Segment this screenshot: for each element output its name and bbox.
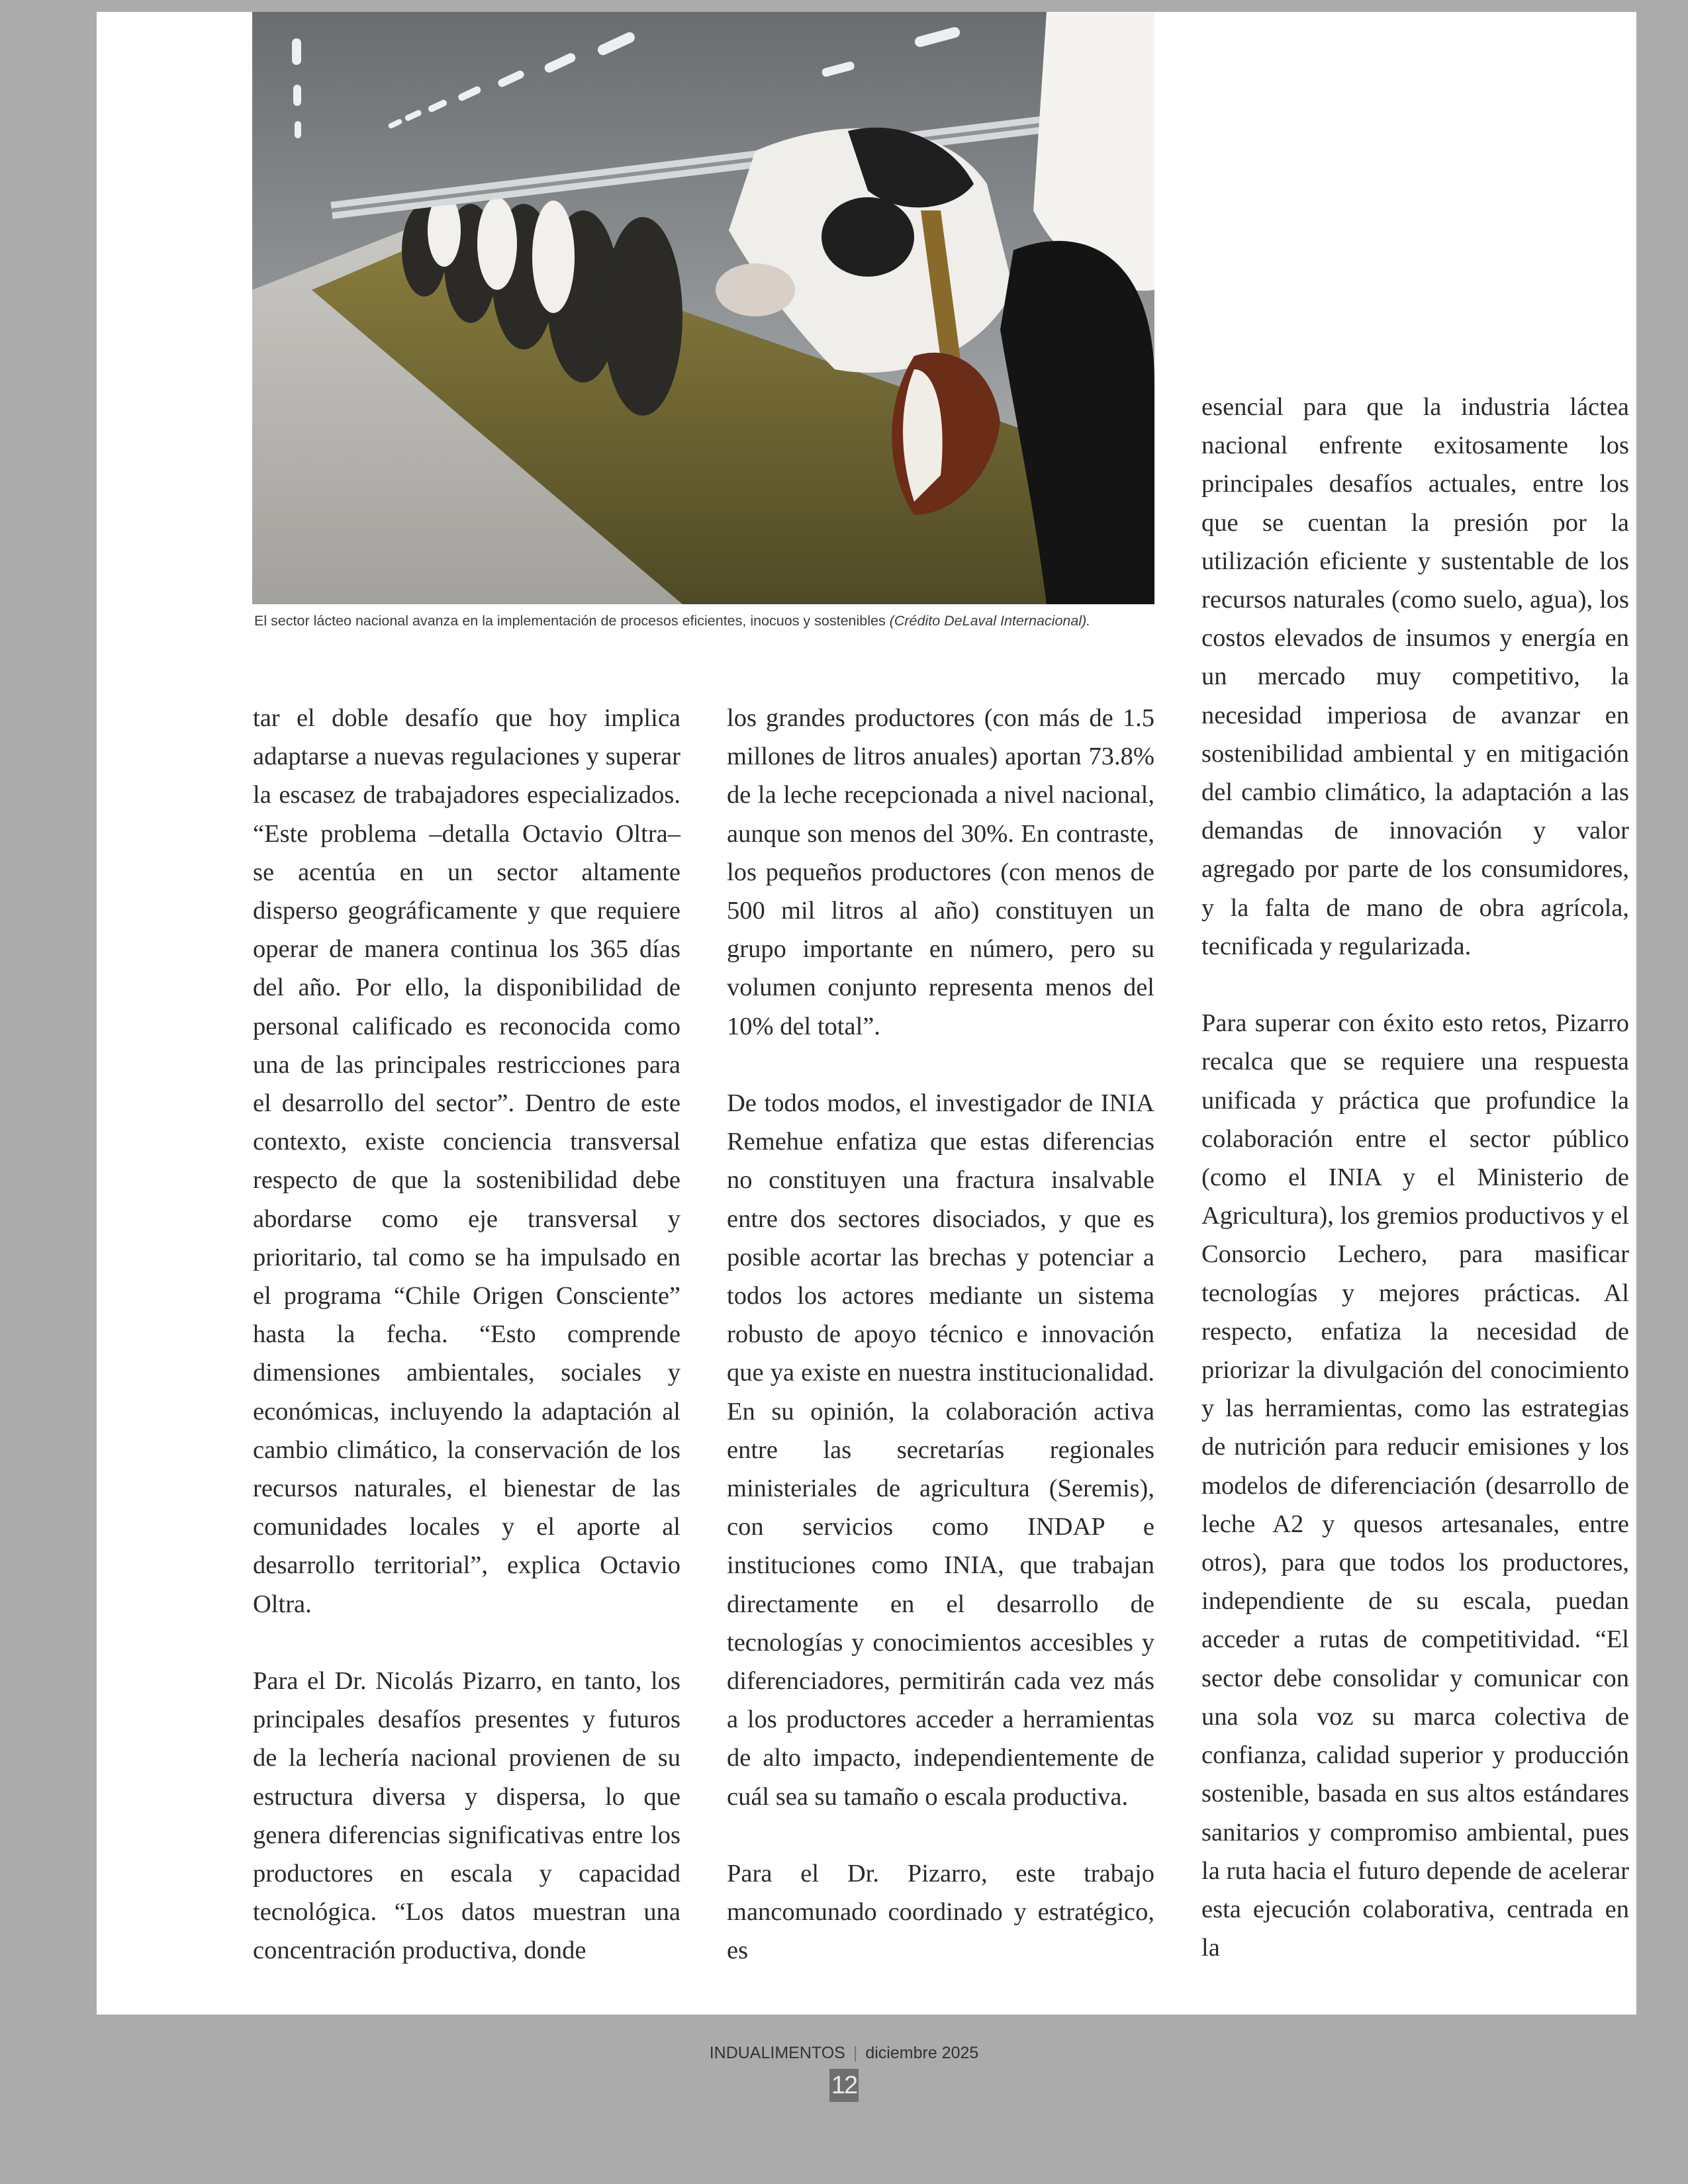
page-footer <box>0 2043 1688 2063</box>
dairy-cows-photo <box>252 12 1154 604</box>
caption-credit: (Crédito DeLaval Internacional). <box>889 613 1091 629</box>
photo-caption <box>254 609 1181 633</box>
paragraph: Para el Dr. Pizarro, este trabajo mancomunado coordinado y estratégico, es <box>727 1860 1154 1965</box>
page-sheet <box>97 12 1636 2015</box>
paragraph: tar el doble desafío que hoy implica adaptarse a nuevas regulaciones y superar la escasez de trabajadores especializados. “Este problema –detalla Octavio Oltra– se acentúa en un sector altamente disperso geográficamente y que requiere operar de manera continua los 365 días del año. Por ello, la disponibilidad de personal calificado es reconocida como una de las principales restricciones para el desarrollo del sector”. Dentro de este contexto, existe conciencia transversal respecto de que la sostenibilidad debe abordarse como eje transversal y prioritario, tal como se ha impulsado en el programa “Chile Origen Consciente” hasta la fecha. “Esto comprende dimensiones ambientales, sociales y económicas, incluyendo la adaptación al cambio climático, la conservación de los recursos naturales, el bienestar de las comunidades locales y el aporte al desarrollo territorial”, explica Octavio Oltra. <box>253 704 680 1618</box>
article-column-1 <box>253 699 680 1970</box>
publication-name: INDUALIMENTOS <box>709 2044 845 2062</box>
paragraph: De todos modos, el investigador de INIA Remehue enfatiza que estas diferencias no constituyen una fractura insalvable entre dos sectores disociados, y que es posible acortar las brechas y potenciar a todos los actores mediante un sistema robusto de apoyo técnico e innovación que ya existe en nuestra institucionalidad. En su opinión, la colaboración activa entre las secretarías regionales ministeriales de agricultura (Seremis), con servicios como INDAP e instituciones como INIA, que trabajan directamente en el desarrollo de tecnologías y conocimientos accesibles y diferenciadores, permitirán cada vez más a los productores acceder a herramientas de alto impacto, independientemente de cuál sea su tamaño o escala productiva. <box>727 1089 1154 1811</box>
paragraph: Para el Dr. Nicolás Pizarro, en tanto, los principales desafíos presentes y futuros de la lechería nacional provienen de su estructura diversa y dispersa, lo que genera diferencias significativas entre los productores en escala y capacidad tecnológica. “Los datos muestran una concentración productiva, donde <box>253 1667 680 1965</box>
paragraph: los grandes productores (con más de 1.5 millones de litros anuales) aportan 73.8% de la leche recepcionada a nivel nacional, aunque son menos del 30%. En contraste, los pequeños productores (con menos de 500 mil litros al año) constituyen un grupo importante en número, pero su volumen conjunto representa menos del 10% del total”. <box>727 704 1154 1040</box>
paragraph: Para superar con éxito esto retos, Pizarro recalca que se requiere una respuesta unificada y práctica que profundice la colaboración entre el sector público (como el INIA y el Ministerio de Agricultura), los gremios productivos y el Consorcio Lechero, para masificar tecnologías y mejores prácticas. Al respecto, enfatiza la necesidad de priorizar la divulgación del conocimiento y las herramientas, como las estrategias de nutrición para reducir emisiones y los modelos de diferenciación (desarrollo de leche A2 y quesos artesanales, entre otros), para que todos los productores, independiente de su escala, puedan acceder a rutas de competitividad. “El sector debe consolidar y comunicar con una sola voz su marca colectiva de confianza, calidad superior y producción sostenible, basada en sus altos estándares sanitarios y compromiso ambiental, pues la ruta hacia el futuro depende de acelerar esta ejecución colaborativa, centrada en la <box>1201 1009 1629 1962</box>
article-column-2 <box>727 699 1154 1970</box>
paragraph: esencial para que la industria láctea nacional enfrente exitosamente los principales desafíos actuales, entre los que se cuentan la presión por la utilización eficiente y sustentable de los recursos naturales (como suelo, agua), los costos elevados de insumos y energía en un mercado muy competitivo, la necesidad imperiosa de avanzar en sostenibilidad ambiental y en mitigación del cambio climático, la adaptación a las demandas de innovación y valor agregado por parte de los consumidores, y la falta de mano de obra agrícola, tecnificada y regularizada. <box>1201 393 1629 960</box>
issue-date: diciembre 2025 <box>865 2044 979 2062</box>
article-column-3 <box>1201 388 1629 1967</box>
footer-separator: | <box>853 2044 858 2062</box>
caption-text: El sector lácteo nacional avanza en la implementación de procesos eficientes, inocuos y sostenibles <box>254 613 890 629</box>
page-number: 12 <box>829 2069 859 2102</box>
